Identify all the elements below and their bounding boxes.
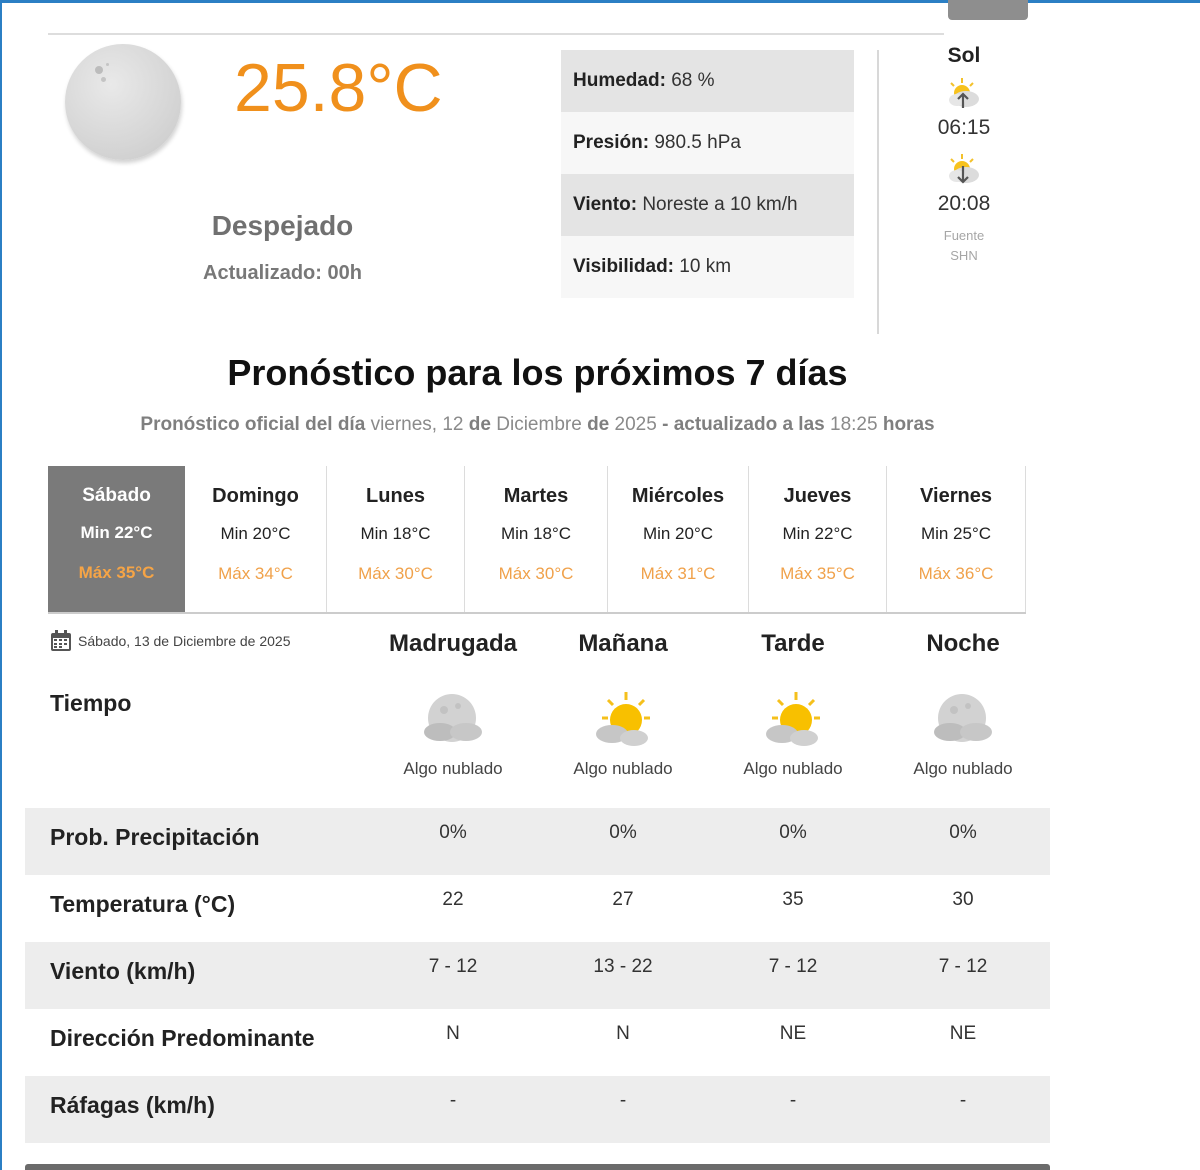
period-madrugada: Madrugada <box>388 630 517 657</box>
weather-madrugada: Algo nublado <box>368 690 538 779</box>
cloudy-night-icon <box>418 690 488 752</box>
period-tarde: Tarde <box>761 630 825 657</box>
stat-visibility: Visibilidad: 10 km <box>561 236 854 298</box>
moon-clear-icon <box>65 44 181 160</box>
updated-label: Actualizado: 00h <box>203 262 362 284</box>
tab-viernes[interactable]: Viernes Min 25°C Máx 36°C <box>887 466 1026 612</box>
current-stats <box>561 50 854 298</box>
vertical-divider <box>877 50 879 334</box>
selected-date <box>50 630 290 652</box>
period-noche: Noche <box>926 630 1000 657</box>
weather-manana: Algo nublado <box>538 690 708 779</box>
cloudy-night-icon <box>928 690 998 752</box>
forecast-subtitle: Pronóstico oficial del día viernes, 12 de Diciembre de 2025 - actualizado a las 18:25 horas <box>140 414 935 435</box>
window-frame-left <box>0 0 2 1170</box>
day-tabs <box>48 466 1026 614</box>
tab-domingo[interactable]: Domingo Min 20°C Máx 34°C <box>185 466 327 612</box>
tab-miercoles[interactable]: Miércoles Min 20°C Máx 31°C <box>608 466 749 612</box>
current-temperature: 25.8°C <box>234 50 443 126</box>
sunset-icon <box>945 152 983 188</box>
bottom-bar[interactable] <box>25 1164 1050 1170</box>
partly-cloudy-day-icon <box>758 690 828 752</box>
source-label: Fuente SHN <box>943 228 985 263</box>
row-gusts: Ráfagas (km/h) - - - - <box>25 1076 1050 1143</box>
tab-martes[interactable]: Martes Min 18°C Máx 30°C <box>465 466 608 612</box>
period-manana: Mañana <box>578 630 668 657</box>
weather-tarde: Algo nublado <box>708 690 878 779</box>
sunset-time: 20:08 <box>937 192 991 215</box>
stat-wind: Viento: Noreste a 10 km/h <box>561 174 854 236</box>
partly-cloudy-day-icon <box>588 690 658 752</box>
calendar-icon <box>50 630 72 652</box>
tab-lunes[interactable]: Lunes Min 18°C Máx 30°C <box>327 466 465 612</box>
row-wind: Viento (km/h) 7 - 12 13 - 22 7 - 12 7 - 12 <box>25 942 1050 1009</box>
tab-jueves[interactable]: Jueves Min 22°C Máx 35°C <box>749 466 887 612</box>
weather-noche: Algo nublado <box>878 690 1048 779</box>
selected-date-text: Sábado, 13 de Diciembre de 2025 <box>78 633 291 649</box>
forecast-title: Pronóstico para los próximos 7 días <box>227 352 848 393</box>
sun-panel <box>914 44 1014 266</box>
sun-title: Sol <box>947 44 981 67</box>
tiempo-label: Tiempo <box>50 690 132 716</box>
tab-sabado[interactable]: Sábado Min 22°C Máx 35°C <box>48 466 185 612</box>
top-tab[interactable] <box>948 0 1028 20</box>
current-condition: Despejado <box>211 210 354 241</box>
stat-pressure: Presión: 980.5 hPa <box>561 112 854 174</box>
sunrise-time: 06:15 <box>937 116 991 139</box>
sunrise-icon <box>945 76 983 112</box>
stat-humidity: Humedad: 68 % <box>561 50 854 112</box>
row-temperature: Temperatura (°C) 22 27 35 30 <box>50 889 974 917</box>
divider <box>48 33 944 35</box>
row-direction: Dirección Predominante N N NE NE <box>50 1023 977 1051</box>
row-precipitation: Prob. Precipitación 0% 0% 0% 0% <box>25 808 1050 875</box>
